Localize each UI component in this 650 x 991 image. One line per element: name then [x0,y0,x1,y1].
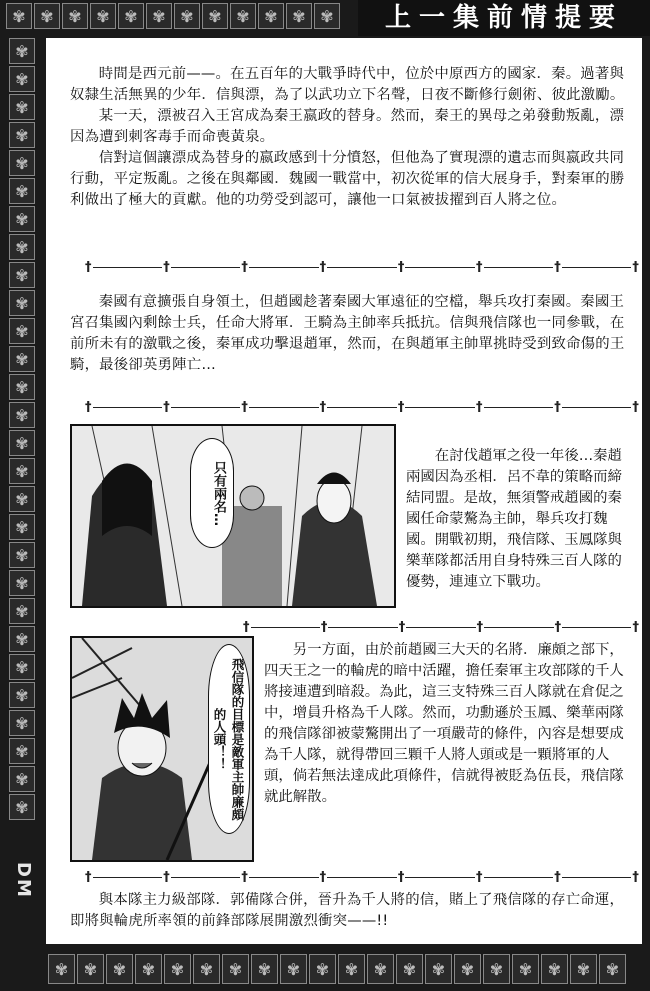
ornament-icon: ✾ [9,542,35,568]
top-ornament-strip [0,0,360,34]
ornament-icon: ✾ [230,3,256,29]
summary-section-5 [70,890,632,932]
ornament-icon: ✾ [222,954,249,984]
ornament-icon: ✾ [251,954,278,984]
ornament-icon: ✾ [9,654,35,680]
ornament-icon: ✾ [9,710,35,736]
ornament-icon: ✾ [454,954,481,984]
ornament-icon: ✾ [9,486,35,512]
ornament-icon: ✾ [280,954,307,984]
ornament-icon: ✾ [338,954,365,984]
ornament-icon: ✾ [174,3,200,29]
paragraph: 秦國有意擴張自身領土，但趙國趁著秦國大軍遠征的空檔，舉兵攻打秦國。秦國王宮召集國內剩餘士兵，任命大將軍．王騎為主帥率兵抵抗。信與飛信隊也一同參戰，在前所未有的激戰之後，秦軍成功擊退趙軍，然而，在與趙軍主帥單挑時受到致命傷的王騎，最後卻英勇陣亡… [70,294,625,373]
ornament-icon: ✾ [77,954,104,984]
speech-bubble: 只有兩名… [190,438,234,548]
manga-panel-shin [70,636,254,862]
ornament-icon: ✾ [9,458,35,484]
ornament-icon: ✾ [9,794,35,820]
ornament-icon: ✾ [9,290,35,316]
ornament-icon: ✾ [202,3,228,29]
ornament-icon: ✾ [425,954,452,984]
ornament-icon: ✾ [599,954,626,984]
ornament-icon: ✾ [512,954,539,984]
ornament-icon: ✾ [9,402,35,428]
summary-section-1 [70,64,632,211]
ornament-icon: ✾ [9,38,35,64]
paragraph: 信對這個讓漂成為替身的嬴政感到十分憤怒，但他為了實現漂的遺志而與嬴政共同行動，平定叛亂。之後在與鄰國．魏國一戰當中，初次從軍的信大展身手，對秦軍的勝利做出了極大的貢獻。他的功勞受到認可，讓他一口氣被拔擢到百人將之位。 [70,150,625,208]
ornament-icon: ✾ [9,514,35,540]
ornament-icon: ✾ [48,954,75,984]
ornament-icon: ✾ [9,626,35,652]
bottom-ornament-strip [44,948,650,991]
ornament-icon: ✾ [9,206,35,232]
ornament-icon: ✾ [135,954,162,984]
ornament-icon: ✾ [309,954,336,984]
ornament-icon: ✾ [9,598,35,624]
ornament-icon: ✾ [314,3,340,29]
side-watermark: DM [13,861,34,899]
ornament-icon: ✾ [146,3,172,29]
ornament-icon: ✾ [9,682,35,708]
ornament-icon: ✾ [9,374,35,400]
manga-panel-generals [70,424,396,608]
paragraph: 時間是西元前——。在五百年的大戰爭時代中，位於中原西方的國家．秦。過著與奴隸生活無異的少年．信與漂，為了以武功立下名聲，日夜不斷修行劍術、彼此激勵。 [70,66,625,103]
ornament-icon: ✾ [90,3,116,29]
paragraph: 與本隊主力級部隊．郭備隊合併，晉升為千人將的信，賭上了飛信隊的存亡命運，即將與輪虎所率領的前鋒部隊展開激烈衝突——!! [70,892,625,929]
ornament-icon: ✾ [9,766,35,792]
ornament-icon: ✾ [106,954,133,984]
paragraph: 某一天，漂被召入王宮成為秦王嬴政的替身。然而，秦王的異母之弟發動叛亂，漂因為遭到刺客毒手而命喪黃泉。 [70,108,625,145]
ornament-icon: ✾ [118,3,144,29]
ornament-icon: ✾ [9,234,35,260]
paragraph: 在討伐趙軍之役一年後…秦趙兩國因為丞相．呂不韋的策略而締結同盟。是故，無須警戒趙國的秦國任命蒙驁為主帥，舉兵攻打魏國。開戰初期，飛信隊、玉鳳隊與樂華隊都活用自身特殊三百人隊的優勢，連連立下戰功。 [406,448,622,590]
ornament-icon: ✾ [541,954,568,984]
ornament-icon: ✾ [62,3,88,29]
ornament-icon: ✾ [6,3,32,29]
section-divider: † † † † † † † † [85,399,639,415]
ornament-icon: ✾ [483,954,510,984]
summary-section-4 [264,640,634,808]
summary-section-2 [70,292,632,376]
ornament-icon: ✾ [9,262,35,288]
ornament-icon: ✾ [9,66,35,92]
ornament-icon: ✾ [258,3,284,29]
ornament-icon: ✾ [193,954,220,984]
ornament-icon: ✾ [34,3,60,29]
ornament-icon: ✾ [396,954,423,984]
ornament-icon: ✾ [9,94,35,120]
left-ornament-strip [0,34,44,942]
ornament-icon: ✾ [9,738,35,764]
ornament-icon: ✾ [9,346,35,372]
section-divider: † † † † † † † † [85,869,639,885]
speech-bubble: 飛信隊的目標是敵軍主帥廉頗的人頭！！ [208,644,250,834]
ornament-icon: ✾ [9,318,35,344]
summary-page [46,38,642,944]
ornament-icon: ✾ [9,570,35,596]
summary-section-3 [406,446,634,593]
ornament-icon: ✾ [9,122,35,148]
section-divider: † † † † † † † † [85,259,639,275]
ornament-icon: ✾ [9,150,35,176]
section-divider: † † † † † † [243,619,639,635]
paragraph: 另一方面，由於前趙國三大天的名將．廉頗之部下，四天王之一的輪虎的暗中活躍，擔任秦軍主攻部隊的千人將接連遭到暗殺。為此，這三支特殊三百人隊就在倉促之中，增員升格為千人隊。然而，功勳遜於玉鳳、樂華兩隊的飛信隊卻被蒙驁開出了一項嚴苛的條件，內容是想要成為千人隊，就得帶回三顆千人將人頭或是一顆將軍的人頭，倘若無法達成此項條件，信就得被貶為伍長，飛信隊就此解散。 [264,642,624,805]
ornament-icon: ✾ [570,954,597,984]
ornament-icon: ✾ [286,3,312,29]
ornament-icon: ✾ [9,178,35,204]
ornament-icon: ✾ [367,954,394,984]
ornament-icon: ✾ [9,430,35,456]
page-title: 上一集前情提要 [358,0,650,36]
ornament-icon: ✾ [164,954,191,984]
